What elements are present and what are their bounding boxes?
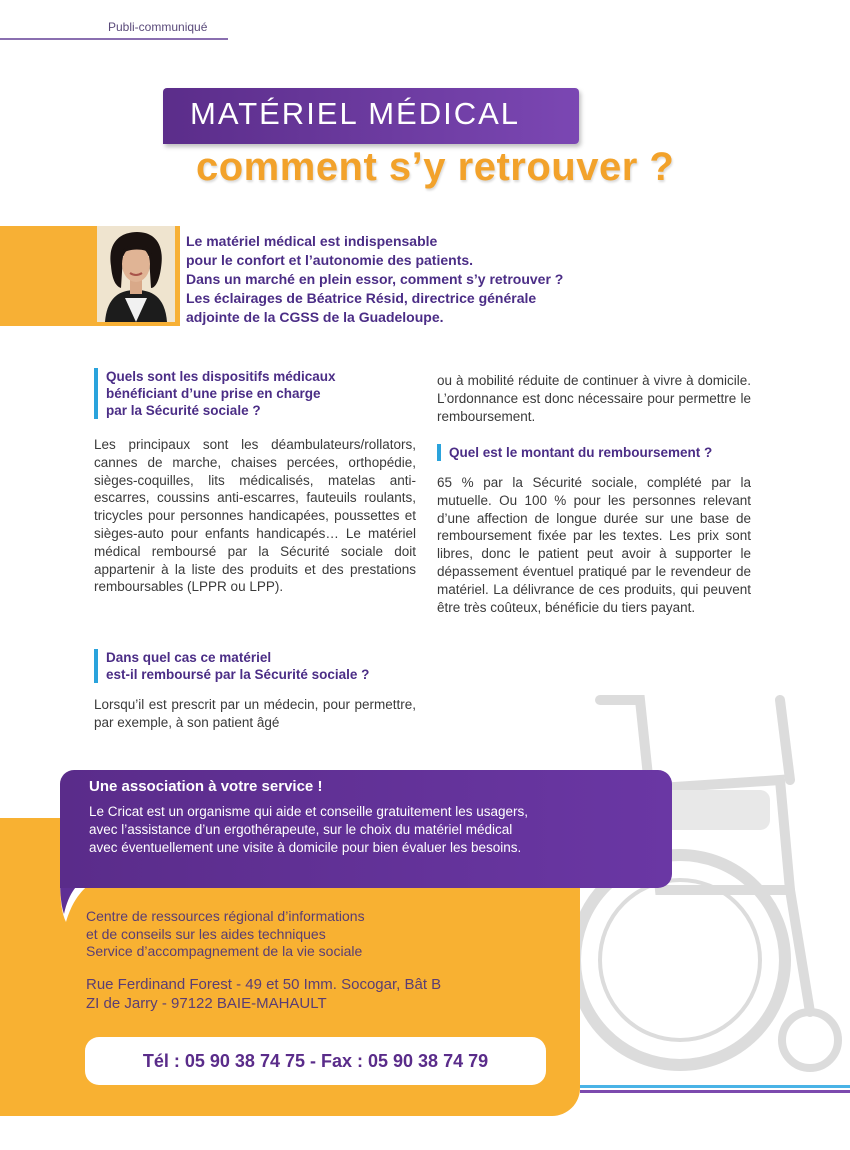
cricat-description bbox=[86, 908, 365, 961]
header-rule bbox=[0, 38, 228, 40]
association-line: avec l’assistance d’un ergothérapeute, sur le choix du matériel médical bbox=[89, 822, 513, 837]
address bbox=[86, 975, 441, 1013]
question-amount bbox=[437, 444, 759, 461]
portrait-photo bbox=[97, 226, 175, 322]
cricat-line: Service d’accompagnement de la vie sociale bbox=[86, 943, 363, 959]
question-line: Quels sont les dispositifs médicaux bbox=[106, 369, 336, 384]
association-line: Le Cricat est un organisme qui aide et conseille gratuitement les usagers, bbox=[89, 804, 528, 819]
question-line: bénéficiant d’une prise en charge bbox=[106, 386, 321, 401]
address-line: ZI de Jarry - 97122 BAIE-MAHAULT bbox=[86, 995, 327, 1012]
section-tag: Publi-communiqué bbox=[108, 20, 208, 34]
title-kicker: MATÉRIEL MÉDICAL bbox=[190, 96, 520, 131]
question-line: Dans quel cas ce matériel bbox=[106, 650, 272, 665]
intro-line: adjointe de la CGSS de la Guadeloupe. bbox=[186, 309, 444, 325]
cricat-line: et de conseils sur les aides techniques bbox=[86, 925, 326, 942]
cricat-line: Centre de ressources régional d’informations bbox=[86, 908, 365, 924]
question-devices bbox=[94, 368, 426, 419]
intro-line: Le matériel médical est indispensable bbox=[186, 233, 438, 249]
question-line: Quel est le montant du remboursement ? bbox=[449, 445, 713, 460]
intro-text bbox=[186, 232, 646, 327]
phone-fax: Tél : 05 90 38 74 75 - Fax : 05 90 38 74 79 bbox=[142, 1051, 489, 1071]
association-line: avec éventuellement une visite à domicile pour bien évaluer les besoins. bbox=[89, 840, 522, 855]
footer-rule-purple bbox=[580, 1090, 850, 1093]
footer-rule-blue bbox=[580, 1085, 850, 1088]
address-line: Rue Ferdinand Forest - 49 et 50 Imm. Socogar, Bât B bbox=[86, 976, 442, 993]
question-line: est-il remboursé par la Sécurité sociale ? bbox=[106, 667, 370, 682]
question-when bbox=[94, 649, 426, 683]
answer-when: Lorsqu’il est prescrit par un médecin, pour permettre, par exemple, à son patient âgé bbox=[94, 697, 416, 730]
association-text bbox=[89, 803, 661, 857]
question-line: par la Sécurité sociale ? bbox=[106, 403, 261, 418]
intro-line: Les éclairages de Béatrice Résid, directrice générale bbox=[186, 290, 537, 306]
answer-devices: Les principaux sont les déambulateurs/rollators, cannes de marche, chaises percées, orthopédie, sièges-coquilles, lits médicalisés, matelas anti-escarres, coussins anti-escarres, fauteuils roulants, tricycles pour personnes handicapées, poussettes et sièges-auto pour enfants handicapés… Le matériel médical remboursé par la Sécurité sociale doit appartenir à la liste des produits et des prestations remboursables (LPPR ou LPP). bbox=[94, 437, 416, 595]
answer-when-continued: ou à mobilité réduite de continuer à vivre à domicile. L’ordonnance est donc nécessaire pour permettre le remboursement. bbox=[437, 373, 751, 424]
page-title: comment s’y retrouver ? bbox=[196, 145, 675, 189]
intro-line: Dans un marché en plein essor, comment s’y retrouver ? bbox=[186, 271, 564, 287]
association-title: Une association à votre service ! bbox=[89, 778, 323, 795]
intro-line: pour le confort et l’autonomie des patients. bbox=[186, 252, 474, 268]
answer-amount: 65 % par la Sécurité sociale, complété par la mutuelle. Ou 100 % pour les personnes relevant d’une affection de longue durée sur une base de remboursement fixée par les textes. Les prix sont libres, donc le patient peut avoir à supporter le dépassement éventuel pratiqué par le revendeur de matériel. La délivrance de ces produits, qui peuvent être très coûteux, bénéficie du tiers payant. bbox=[437, 475, 751, 615]
